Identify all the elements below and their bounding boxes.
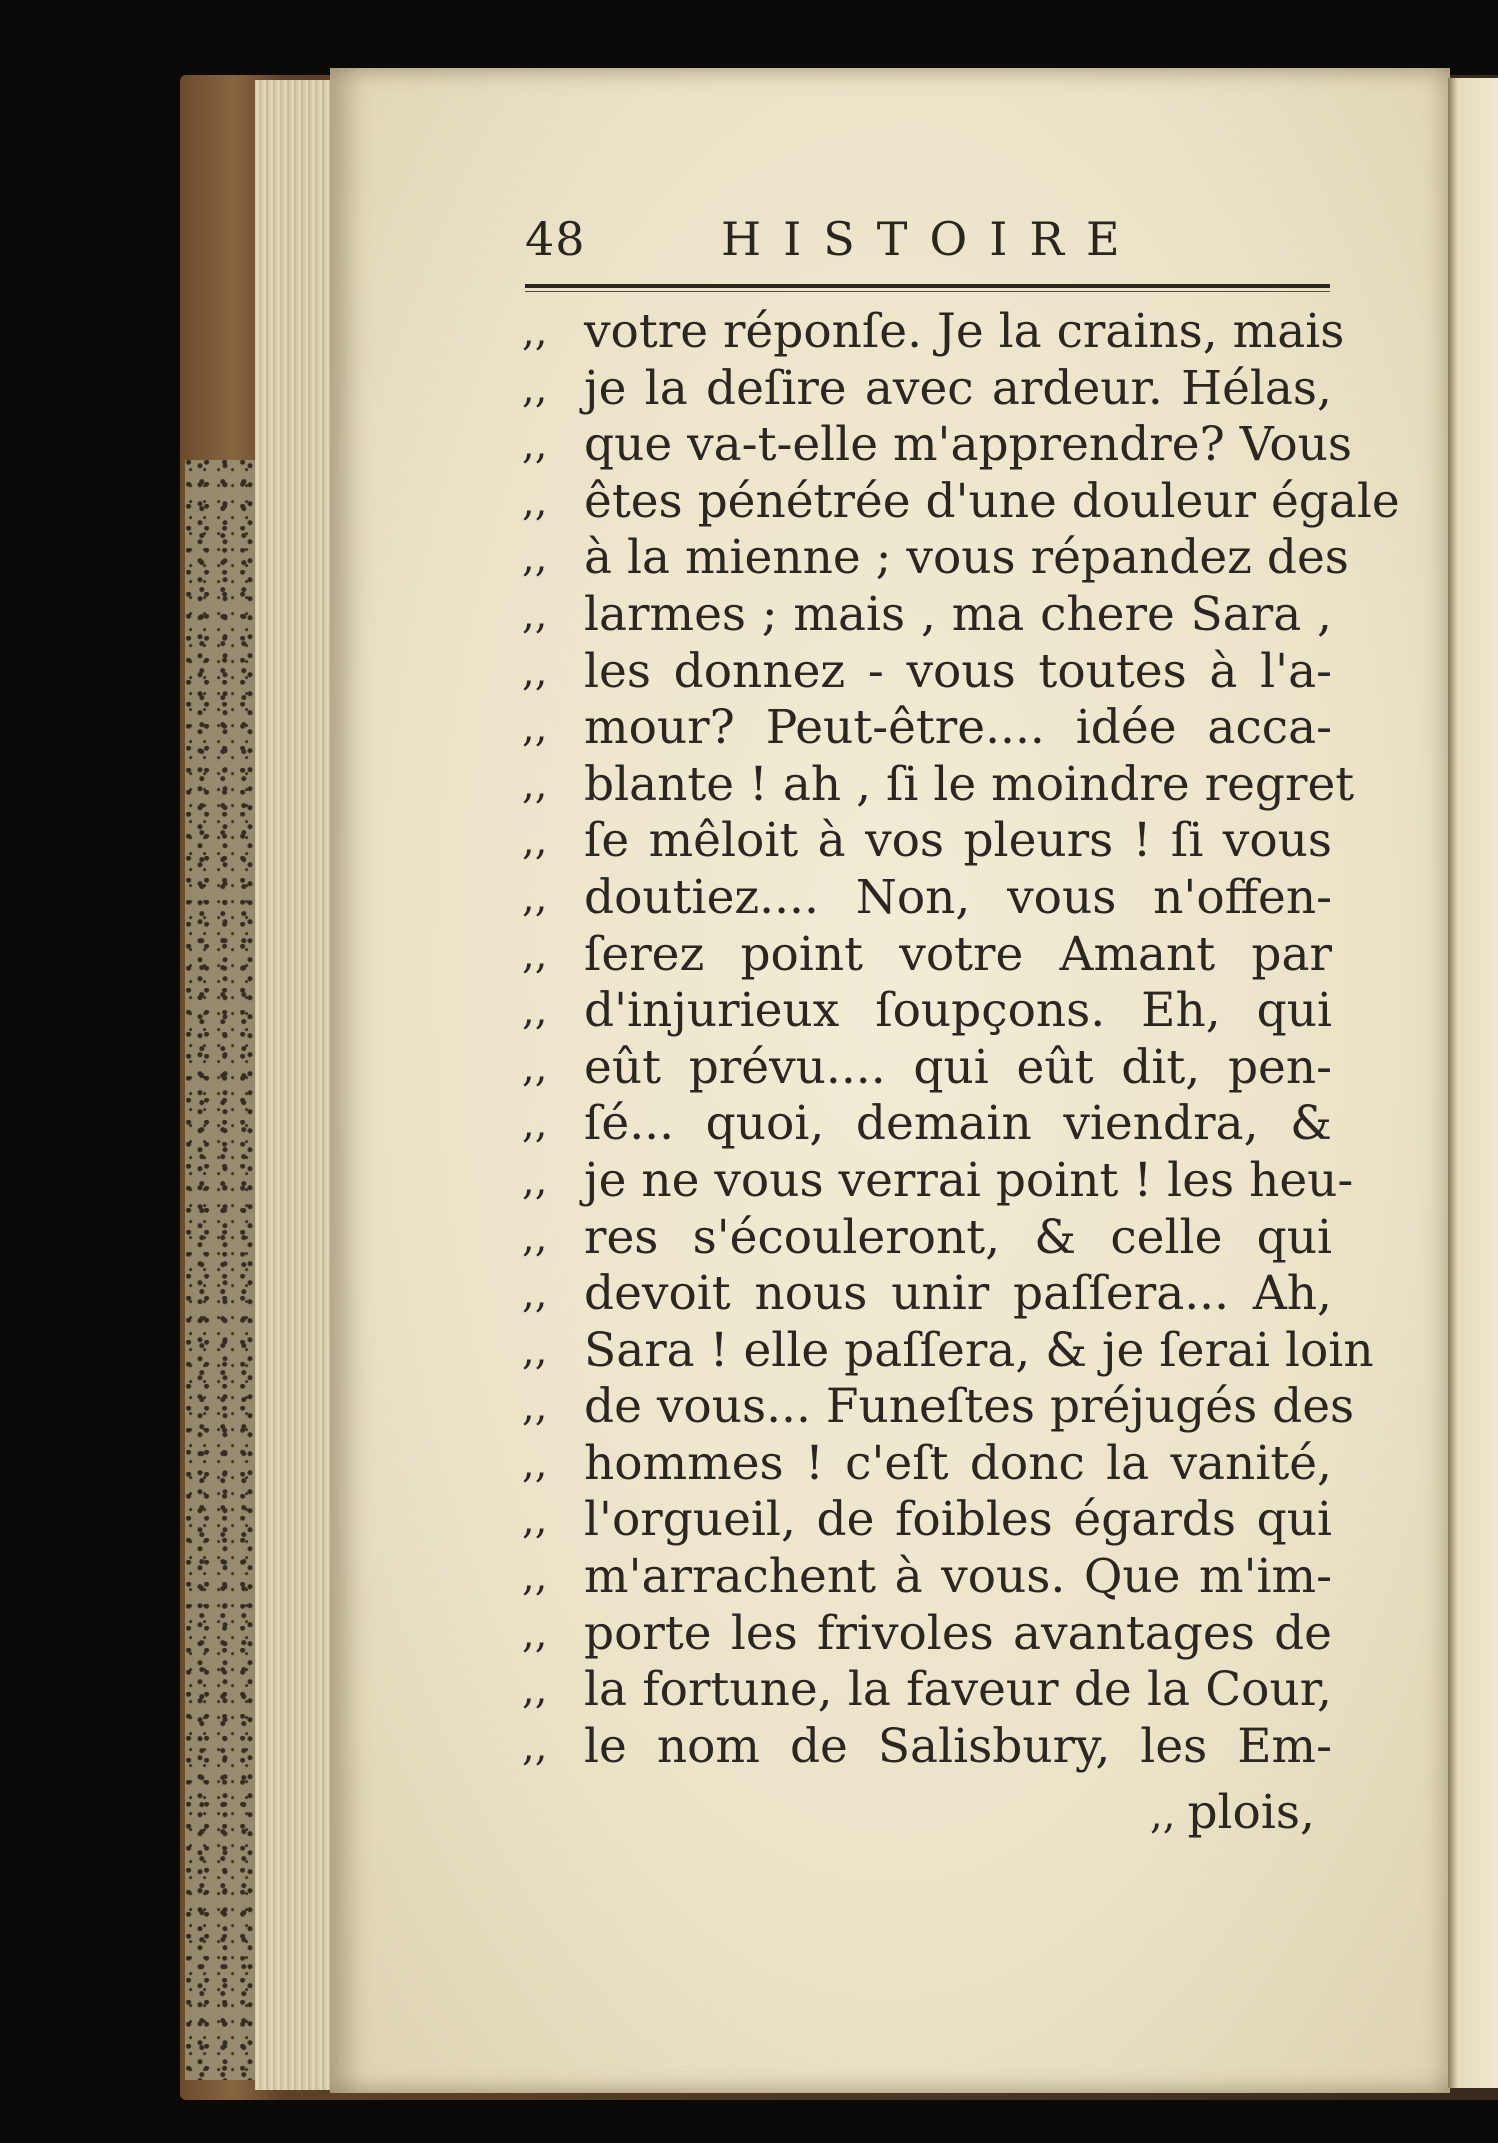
- line-text: ſé... quoi, demain viendra, &: [584, 1096, 1332, 1152]
- text-line: [522, 473, 1400, 531]
- line-text: Sara ! elle paſſera, & je ſerai loin: [584, 1322, 1374, 1378]
- line-text: doutiez.... Non, vous n'offen-: [584, 869, 1332, 925]
- quotation-mark: ,,: [522, 761, 548, 808]
- text-line: [522, 1040, 1332, 1097]
- text-line: [522, 1549, 1332, 1606]
- line-text: ſe mêloit à vos pleurs ! ſi vous: [584, 813, 1332, 869]
- quotation-mark: ,,: [522, 1157, 548, 1204]
- quotation-mark: ,,: [522, 1214, 548, 1261]
- line-text: larmes ; mais , ma chere Sara ,: [584, 586, 1332, 642]
- quotation-mark: ,,: [522, 874, 548, 921]
- line-text: de vous... Funeſtes préjugés des: [584, 1379, 1355, 1435]
- line-text: m'arrachent à vous. Que m'im-: [584, 1549, 1332, 1605]
- line-text: êtes pénétrée d'une douleur égale: [584, 473, 1400, 529]
- quotation-mark: ,,: [522, 705, 548, 752]
- line-text: le nom de Salisbury, les Em-: [584, 1718, 1332, 1774]
- catchword: [1150, 1785, 1315, 1840]
- quotation-mark: ,,: [522, 648, 548, 695]
- quotation-mark: ,,: [522, 1723, 548, 1770]
- quotation-mark: ,,: [522, 309, 548, 355]
- line-text: blante ! ah , ſi le moindre regret: [584, 756, 1355, 812]
- line-text: d'injurieux ſoupçons. Eh, qui: [584, 983, 1332, 1039]
- page-block-edges: [255, 80, 335, 2090]
- text-line: [522, 587, 1332, 644]
- text-line: [522, 1662, 1332, 1719]
- text-line: [522, 417, 1353, 474]
- quotation-mark: ,,: [522, 1440, 548, 1487]
- quotation-mark: ,,: [522, 1384, 548, 1431]
- line-text: res s'écouleront, & celle qui: [584, 1209, 1332, 1265]
- quotation-mark: ,,: [522, 1327, 548, 1374]
- line-text: eût prévu.... qui eût dit, pen-: [584, 1039, 1332, 1095]
- text-line: [522, 1719, 1332, 1776]
- quotation-mark: ,,: [522, 422, 548, 469]
- line-text: mour? Peut-être.... idée acca-: [584, 700, 1332, 756]
- quotation-mark: ,,: [522, 478, 548, 525]
- text-line: [522, 1152, 1354, 1210]
- facing-page-edge: [1448, 78, 1498, 2088]
- quotation-mark: ,,: [522, 591, 548, 638]
- text-line: [522, 1606, 1332, 1663]
- line-text: votre réponſe. Je la crains, mais: [584, 304, 1345, 359]
- quotation-mark: ,,: [522, 1101, 548, 1148]
- text-line: [522, 1379, 1355, 1436]
- header-rule-thin: [525, 291, 1330, 292]
- quotation-mark: ,,: [522, 1610, 548, 1657]
- line-text: les donnez - vous toutes à l'a-: [584, 643, 1332, 699]
- quotation-mark: ,,: [522, 818, 548, 865]
- quotation-mark: ,,: [522, 1497, 548, 1544]
- quotation-mark: ,,: [1150, 1792, 1176, 1838]
- header-rule: [525, 284, 1330, 288]
- line-text: hommes ! c'eſt donc la vanité,: [584, 1435, 1332, 1491]
- quotation-mark: ,,: [522, 931, 548, 978]
- running-title: HISTOIRE: [721, 212, 1142, 266]
- line-text: ſerez point votre Amant par: [584, 926, 1332, 982]
- line-text: à la mienne ; vous répandez des: [584, 530, 1349, 586]
- page-header: [525, 212, 1330, 282]
- catchword-text: plois,: [1187, 1785, 1315, 1840]
- text-line: [522, 1322, 1374, 1380]
- line-text: porte les frivoles avantages de: [584, 1605, 1332, 1661]
- text-line: [522, 1492, 1332, 1549]
- line-text: la fortune, la faveur de la Cour,: [584, 1662, 1332, 1718]
- text-line: [522, 870, 1332, 927]
- text-line: [522, 644, 1332, 701]
- text-line: [522, 361, 1332, 418]
- body-text: [522, 304, 1400, 1775]
- text-line: [522, 304, 1345, 361]
- marbled-page-edge: [185, 460, 260, 2080]
- line-text: devoit nous unir paſſera... Ah,: [584, 1266, 1332, 1322]
- quotation-mark: ,,: [522, 1271, 548, 1318]
- quotation-mark: ,,: [522, 1044, 548, 1091]
- quotation-mark: ,,: [522, 1667, 548, 1714]
- quotation-mark: ,,: [522, 365, 548, 412]
- text-line: [522, 530, 1349, 587]
- line-text: l'orgueil, de foibles égards qui: [584, 1492, 1332, 1548]
- line-text: je ne vous verrai point ! les heu-: [584, 1152, 1354, 1208]
- line-text: je la deſire avec ardeur. Hélas,: [584, 360, 1332, 416]
- text-line: [522, 1210, 1332, 1267]
- page-number: 48: [525, 212, 586, 266]
- text-line: [522, 813, 1332, 870]
- text-line: [522, 700, 1332, 757]
- quotation-mark: ,,: [522, 1554, 548, 1601]
- text-line: [522, 756, 1355, 814]
- text-line: [522, 1436, 1332, 1493]
- text-line: [522, 1096, 1332, 1153]
- line-text: que va-t-elle m'apprendre? Vous: [584, 417, 1353, 473]
- quotation-mark: ,,: [522, 535, 548, 582]
- quotation-mark: ,,: [522, 988, 548, 1035]
- text-line: [522, 983, 1332, 1040]
- text-line: [522, 927, 1332, 984]
- text-line: [522, 1266, 1332, 1323]
